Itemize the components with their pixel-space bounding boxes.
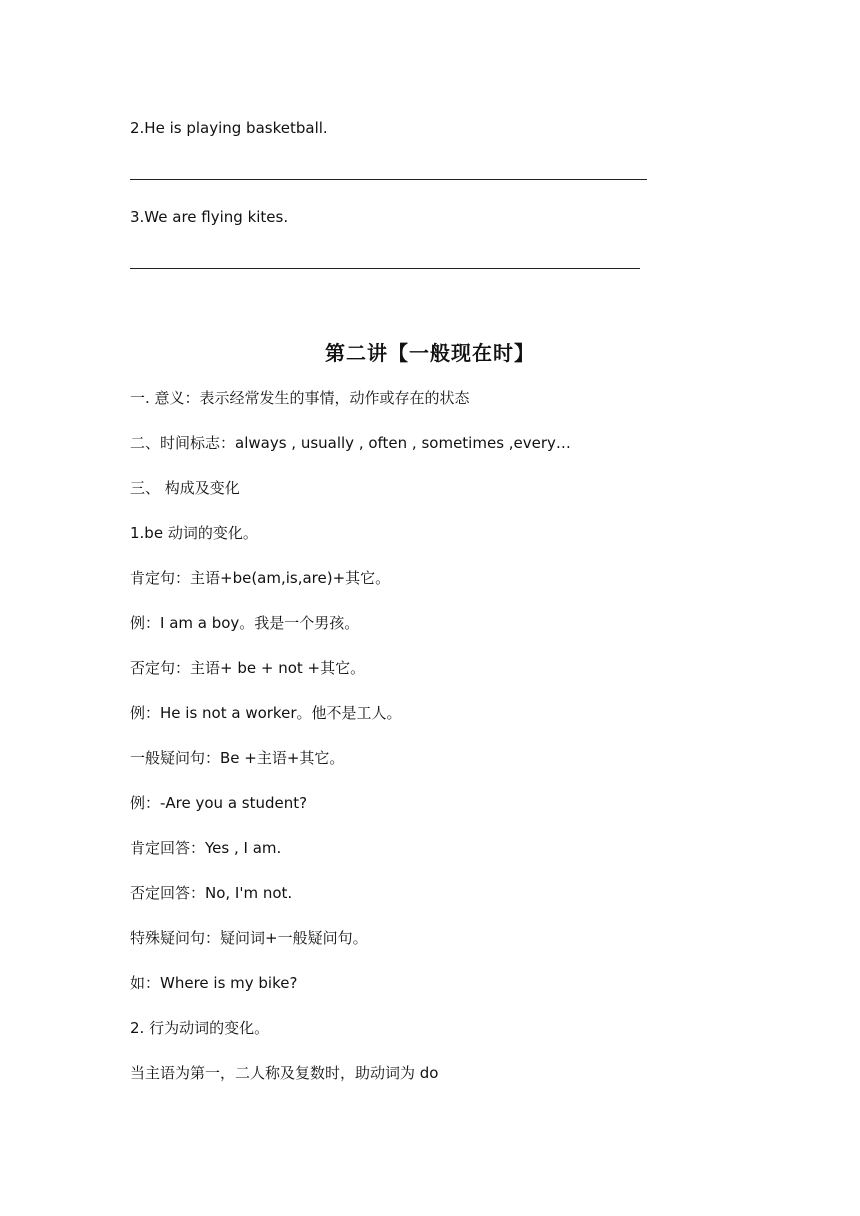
lecture-title: 第二讲【一般现在时】 (325, 341, 535, 365)
wh-question-rule: 特殊疑问句：疑问词+一般疑问句。 (130, 929, 368, 947)
question-example: 例：-Are you a student? (130, 794, 308, 812)
answer-line-2 (130, 179, 647, 180)
question-rule: 一般疑问句：Be +主语+其它。 (130, 749, 345, 767)
affirmative-rule: 肯定句：主语+be(am,is,are)+其它。 (130, 569, 391, 587)
exercise-item-2: 2.He is playing basketball. (130, 119, 328, 137)
negative-example: 例：He is not a worker。他不是工人。 (130, 704, 402, 722)
answer-line-3 (130, 268, 640, 269)
auxiliary-do-rule: 当主语为第一，二人称及复数时，助动词为 do (130, 1064, 439, 1082)
structure-heading: 三、 构成及变化 (130, 479, 240, 497)
negative-rule: 否定句：主语+ be + not +其它。 (130, 659, 366, 677)
wh-question-example: 如：Where is my bike? (130, 974, 298, 992)
negative-answer: 否定回答：No, I'm not. (130, 884, 293, 902)
time-markers-line: 二、时间标志：always , usually , often , sometimes ,every… (130, 434, 571, 452)
exercise-item-3: 3.We are flying kites. (130, 208, 289, 226)
affirmative-example: 例：I am a boy。我是一个男孩。 (130, 614, 360, 632)
affirmative-answer: 肯定回答：Yes , I am. (130, 839, 282, 857)
meaning-line: 一. 意义：表示经常发生的事情，动作或存在的状态 (130, 389, 470, 407)
be-verb-heading: 1.be 动词的变化。 (130, 524, 258, 542)
action-verb-heading: 2. 行为动词的变化。 (130, 1019, 270, 1037)
